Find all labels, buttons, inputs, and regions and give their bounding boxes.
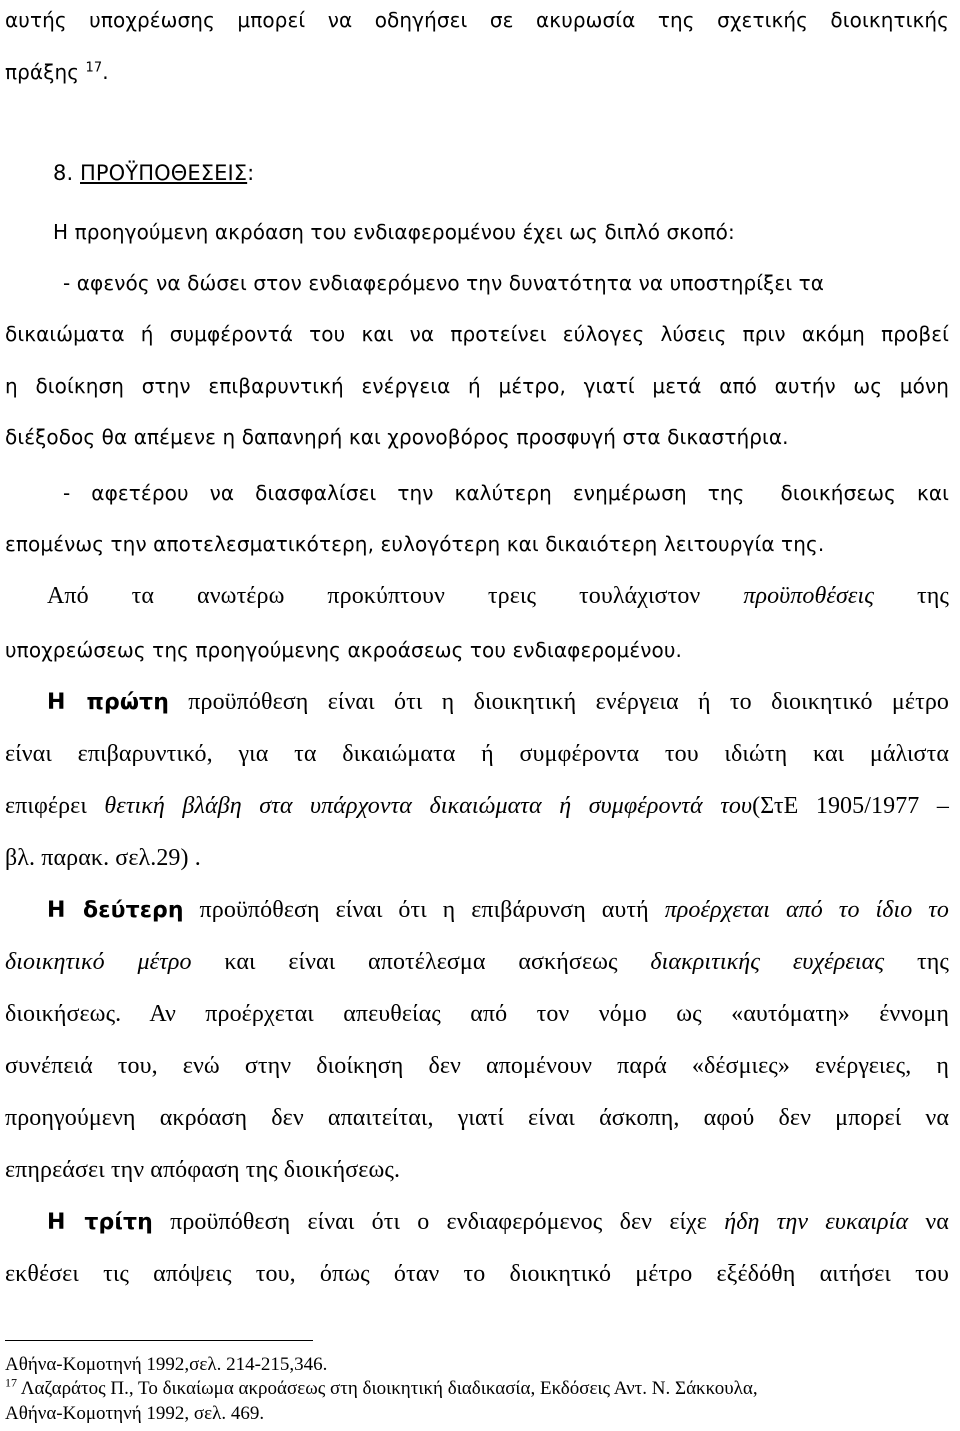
footnote-text: Λαζαράτος Π., Το δικαίωμα ακροάσεως στη διοικητική διαδικασία, Εκδόσεις Αντ. Ν. Σάκκουλα, <box>17 1378 758 1399</box>
body-line-15 <box>5 793 949 819</box>
text-run: - αφετέρου να διασφαλίσει την καλύτερη ενημέρωση της <box>63 481 745 505</box>
body-line-8: διέξοδος θα απέμενε η δαπανηρή και χρονοβόρος προσφυγή στα δικαστήρια. <box>5 425 789 449</box>
paragraph-lead-bold: Η δεύτερη <box>47 898 184 923</box>
italic-run: διακριτικής ευχέρειας <box>650 949 885 975</box>
body-line-24: εκθέσει τις απόψεις του, όπως όταν το διοικητικό μέτρο εξέδόθη αιτήσει του <box>5 1261 949 1287</box>
body-line-7: η διοίκηση στην επιβαρυντική ενέργεια ή μέτρο, γιατί μετά από αυτήν ως μόνη <box>5 374 949 398</box>
footnote-divider <box>5 1340 313 1341</box>
section-title: ΠΡΟΫΠΟΘΕΣΕΙΣ <box>80 161 248 185</box>
body-line-12: υποχρεώσεως της προηγούμενης ακροάσεως του ενδιαφερομένου. <box>5 638 682 662</box>
body-line-13 <box>47 689 949 716</box>
footnote-number: 17 <box>5 1375 17 1390</box>
italic-run: θετική βλάβη στα υπάρχοντα δικαιώματα ή συμφέροντά του <box>104 793 753 819</box>
body-line-23 <box>47 1209 949 1236</box>
italic-run: διοικητικό μέτρο <box>5 949 192 975</box>
text-run: επιφέρει <box>5 793 105 819</box>
section-number: 8. <box>53 161 81 185</box>
text-run: Από τα ανωτέρω προκύπτουν τρεις τουλάχιστον <box>47 583 744 609</box>
body-line-20: συνέπειά του, ενώ στην διοίκηση δεν απομένουν παρά «δέσμιες» ενέργειες, η <box>5 1053 949 1079</box>
text-run: και είναι αποτέλεσμα ασκήσεως <box>191 949 651 975</box>
body-line-2 <box>5 59 949 85</box>
body-line-18 <box>5 949 949 975</box>
italic-run: προϋποθέσεις <box>743 583 875 609</box>
italic-run: ήδη την ευκαιρία <box>724 1209 909 1235</box>
footnote-17 <box>5 1375 758 1400</box>
body-line-6: δικαιώματα ή συμφέροντά του και να προτείνει εύλογες λύσεις πριν ακόμη προβεί <box>5 322 949 346</box>
text-run: της <box>874 583 949 609</box>
body-line-5: - αφενός να δώσει στον ενδιαφερόμενο την δυνατότητα να υποστηρίξει τα <box>63 271 825 295</box>
text-run: πράξης <box>5 60 86 84</box>
body-line-11 <box>47 583 949 609</box>
footnote-ref-17[interactable]: 17 <box>85 60 103 76</box>
body-line-22: επηρεάσει την απόφαση της διοικήσεως. <box>5 1157 401 1183</box>
text-run: προϋπόθεση είναι ότι η επιβάρυνση αυτή <box>183 897 665 923</box>
text-run: : <box>247 161 255 185</box>
footnote-17-line-2: Αθήνα-Κομοτηνή 1992, σελ. 469. <box>5 1403 265 1424</box>
text-run: να <box>908 1209 949 1235</box>
body-line-19: διοικήσεως. Αν προέρχεται απευθείας από τον νόμο ως «αυτόματη» έννομη <box>5 1001 949 1027</box>
footnote-continuation: Αθήνα-Κομοτηνή 1992,σελ. 214-215,346. <box>5 1354 328 1375</box>
body-line-17 <box>47 897 949 924</box>
body-line-4: Η προηγούμενη ακρόαση του ενδιαφερομένου έχει ως διπλό σκοπό: <box>53 220 735 244</box>
text-run: της <box>884 949 949 975</box>
body-line-9 <box>63 480 949 506</box>
text-run: διοικήσεως και <box>780 481 949 505</box>
body-line-14: είναι επιβαρυντικό, για τα δικαιώματα ή συμφέροντα του ιδιώτη και μάλιστα <box>5 741 949 767</box>
text-run: . <box>102 60 109 84</box>
body-line-10: επομένως την αποτελεσματικότερη, ευλογότερη και δικαιότερη λειτουργία της. <box>5 532 825 556</box>
section-heading <box>53 160 254 186</box>
body-line-16: βλ. παρακ. σελ.29) . <box>5 845 201 871</box>
body-line-21: προηγούμενη ακρόαση δεν απαιτείται, γιατί είναι άσκοπη, αφού δεν μπορεί να <box>5 1105 949 1131</box>
paragraph-lead-bold: Η τρίτη <box>47 1210 153 1235</box>
text-run: προϋπόθεση είναι ότι η διοικητική ενέργεια ή το διοικητικό μέτρο <box>168 689 949 715</box>
text-run: (ΣτΕ 1905/1977 – <box>752 793 950 819</box>
paragraph-lead-bold: Η πρώτη <box>47 690 169 715</box>
italic-run: προέρχεται από το ίδιο το <box>664 897 950 923</box>
text-run: προϋπόθεση είναι ότι ο ενδιαφερόμενος δεν είχε <box>152 1209 725 1235</box>
body-line-1: αυτής υποχρέωσης μπορεί να οδηγήσει σε ακυρωσία της σχετικής διοικητικής <box>5 8 949 32</box>
